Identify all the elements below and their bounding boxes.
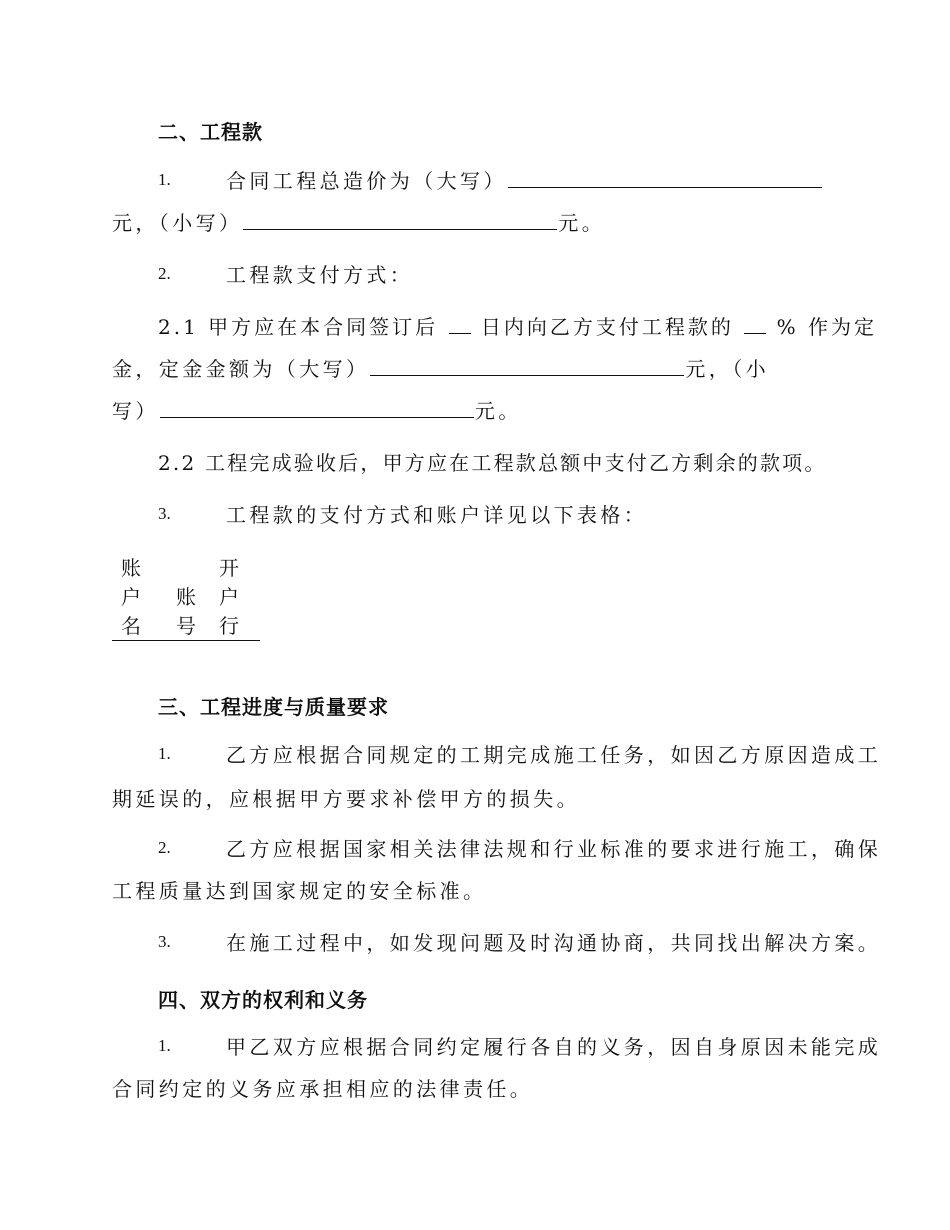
paragraph-line <box>112 398 522 424</box>
fill-blank <box>449 331 471 334</box>
fill-blank <box>370 373 684 376</box>
paragraph-text: 工程质量达到国家规定的安全标准。 <box>112 879 487 903</box>
paragraph-text: 乙方应根据国家相关法律法规和行业标准的要求进行施工，确保 <box>226 837 882 861</box>
paragraph-line <box>112 210 605 236</box>
table-header-account-number: 账号 <box>176 585 196 638</box>
fill-blank <box>508 185 822 188</box>
paragraph-text: 工程款支付方式： <box>226 263 414 287</box>
section-heading: 三、工程进度与质量要求 <box>158 695 389 719</box>
paragraph-text: 合同约定的义务应承担相应的法律责任。 <box>112 1077 534 1101</box>
paragraph-text: 合同工程总造价为（大写） <box>226 169 507 193</box>
paragraph-line <box>226 168 823 194</box>
paragraph-text: 金，定金金额为（大写） <box>112 357 370 381</box>
table-header-bank: 开户行 <box>219 556 239 638</box>
item-number: 1. <box>158 1036 171 1055</box>
paragraph-text: 期延误的，应根据甲方要求补偿甲方的损失。 <box>112 787 580 811</box>
item-number: 1. <box>158 170 171 189</box>
paragraph-text: 元，（小 <box>685 357 770 381</box>
item-number: 2. <box>158 838 171 857</box>
paragraph-text: 日内向乙方支付工程款的 <box>480 315 734 339</box>
paragraph-text: 甲乙双方应根据合同约定履行各自的义务，因自身原因未能完成 <box>226 1035 882 1059</box>
paragraph-text: % 作为定 <box>776 315 877 339</box>
paragraph-line <box>112 356 769 382</box>
paragraph-text: 元，（小写） <box>112 211 243 235</box>
table-header-account-name: 账户名 <box>121 556 141 638</box>
fill-blank <box>744 331 766 334</box>
paragraph-text: 工程款的支付方式和账户详见以下表格： <box>226 503 648 527</box>
item-number: 1. <box>158 744 171 763</box>
paragraph-line <box>158 314 877 340</box>
paragraph-text: 在施工过程中，如发现问题及时沟通协商，共同找出解决方案。 <box>226 931 882 955</box>
paragraph-text: 2.1 甲方应在本合同签订后 <box>158 315 439 339</box>
paragraph-text: 2.2 工程完成验收后，甲方应在工程款总额中支付乙方剩余的款项。 <box>158 451 827 475</box>
item-number: 3. <box>158 504 171 523</box>
paragraph-text: 乙方应根据合同规定的工期完成施工任务，如因乙方原因造成工 <box>226 743 882 767</box>
fill-blank <box>243 227 557 230</box>
section-heading: 二、工程款 <box>158 120 263 144</box>
paragraph-text: 元。 <box>558 211 606 235</box>
paragraph-text: 写） <box>112 399 159 423</box>
item-number: 2. <box>158 264 171 283</box>
fill-blank <box>160 415 474 418</box>
item-number: 3. <box>158 932 171 951</box>
paragraph-text: 元。 <box>474 399 522 423</box>
account-table <box>112 554 260 641</box>
section-heading: 四、双方的权利和义务 <box>158 988 368 1012</box>
